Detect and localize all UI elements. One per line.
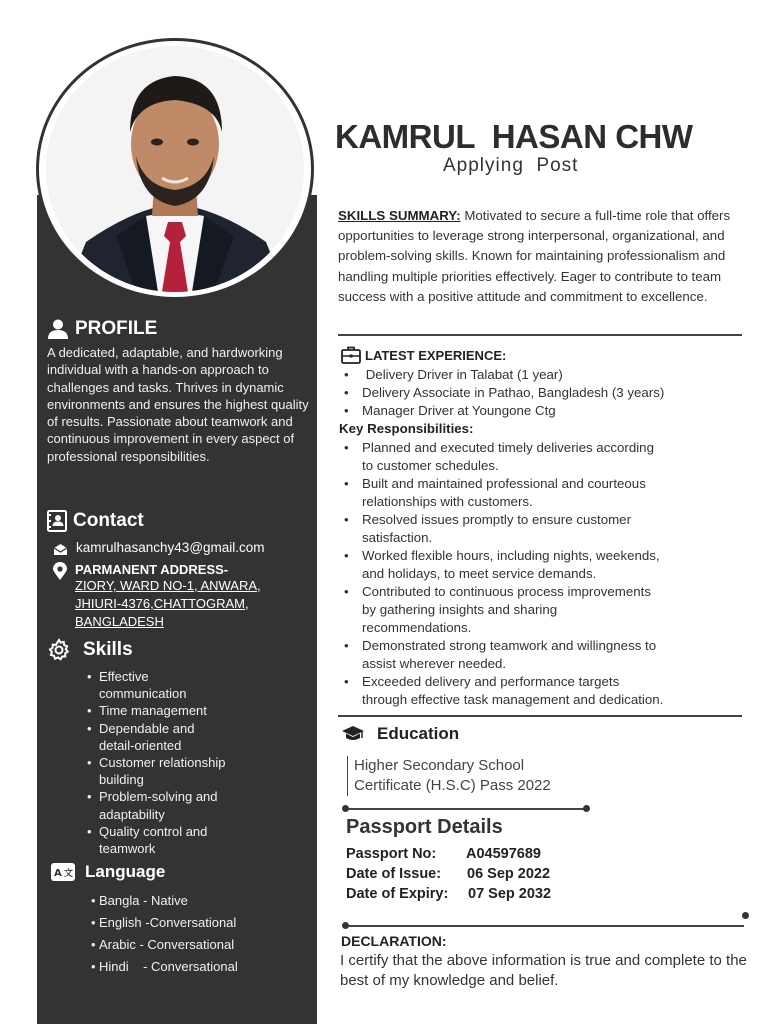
email-link[interactable]: kamrulhasanchy43@gmail.com <box>76 540 265 555</box>
address-line: JHIURI-4376,CHATTOGRAM, <box>75 596 249 611</box>
experience-list <box>338 366 664 420</box>
person-icon <box>47 319 69 339</box>
skills-summary <box>338 206 753 307</box>
list-item: • Built and maintained professional and courteous relationships with customers. <box>338 475 663 511</box>
divider <box>338 715 742 717</box>
svg-text:A: A <box>54 868 62 879</box>
list-item: • Worked flexible hours, including nights, weekends, and holidays, to meet service demands. <box>338 547 663 583</box>
address-label: PARMANENT ADDRESS- <box>75 562 229 577</box>
list-item: • Exceeded delivery and performance targets through effective task management and dedication. <box>338 673 663 709</box>
responsibilities-heading: Key Responsibilities: <box>339 421 474 436</box>
skills-list <box>47 668 225 857</box>
divider-dot <box>742 912 749 919</box>
experience-heading <box>341 346 506 364</box>
education-heading-text: Education <box>377 724 460 743</box>
responsibilities-list <box>338 439 663 709</box>
list-item: • English -Conversational <box>51 912 238 934</box>
email-row <box>53 540 265 556</box>
language-heading <box>51 862 238 882</box>
list-item: • Delivery Driver in Talabat (1 year) <box>338 366 664 384</box>
skills-heading <box>47 638 225 662</box>
education-line: Certificate (H.S.C) Pass 2022 <box>354 777 551 794</box>
passport-label: Passport No: <box>346 846 437 862</box>
gear-icon <box>47 638 71 662</box>
address-lines <box>75 577 261 631</box>
profile-heading <box>47 318 309 340</box>
language-section <box>51 862 238 978</box>
svg-text:文: 文 <box>64 869 74 879</box>
language-list <box>51 890 238 978</box>
divider <box>345 808 587 810</box>
passport-value: 07 Sep 2032 <box>468 886 552 902</box>
list-item: • Resolved issues promptly to ensure customer satisfaction. <box>338 511 663 547</box>
divider-dot <box>342 922 349 929</box>
divider <box>338 334 742 336</box>
location-pin-icon <box>53 562 67 580</box>
list-item: • Customer relationship building <box>47 754 225 788</box>
language-heading-text: Language <box>85 862 166 881</box>
list-item: • Effective communication <box>47 668 225 702</box>
email-icon <box>53 543 68 556</box>
summary-label: SKILLS SUMMARY: <box>338 208 461 223</box>
contact-heading <box>47 510 265 532</box>
list-item: • Demonstrated strong teamwork and willingness to assist wherever needed. <box>338 637 663 673</box>
passport-label: Date of Issue: <box>346 866 442 882</box>
education-heading <box>341 724 459 744</box>
contact-card-icon <box>47 510 67 532</box>
list-item: • Problem-solving and adaptability <box>47 788 225 822</box>
education-entry <box>347 756 551 796</box>
graduation-cap-icon <box>341 725 365 743</box>
skills-section <box>47 638 225 857</box>
summary-text: Motivated to secure a full-time role that offers opportunities to leverage strong interpersonal, organizational, and problem-solving skills. Known for maintaining professionalism and handling multiple priorities effectively. Eager to contribute to team success with a positive attitude and commitment to excellence. <box>338 208 731 304</box>
experience-heading-text: LATEST EXPERIENCE: <box>365 347 507 363</box>
list-item: • Time management <box>47 702 225 719</box>
declaration-text: I certify that the above information is true and complete to the best of my knowledge and belief. <box>340 952 747 989</box>
declaration-heading: DECLARATION: <box>341 933 447 949</box>
list-item: • Bangla - Native <box>51 890 238 912</box>
list-item: • Delivery Associate in Pathao, Bangladesh (3 years) <box>338 384 664 402</box>
address-line: ZIORY, WARD NO-1, ANWARA, <box>75 578 261 593</box>
list-item: • Manager Driver at Youngone Ctg <box>338 402 664 420</box>
briefcase-icon <box>341 346 361 364</box>
list-item: • Planned and executed timely deliveries according to customer schedules. <box>338 439 663 475</box>
passport-label: Date of Expiry: <box>346 886 449 902</box>
skills-heading-text: Skills <box>83 639 133 660</box>
address-row <box>53 562 265 631</box>
list-item: • Contributed to continuous process improvements by gathering insights and sharing recommendations. <box>338 583 663 637</box>
contact-heading-text: Contact <box>73 510 144 531</box>
profile-heading-text: PROFILE <box>75 318 158 339</box>
translate-icon <box>51 863 75 881</box>
list-item: • Dependable and detail-oriented <box>47 720 225 754</box>
list-item: • Arabic - Conversational <box>51 934 238 956</box>
profile-section <box>47 318 309 465</box>
list-item: • Quality control and teamwork <box>47 823 225 857</box>
profile-text: A dedicated, adaptable, and hardworking individual with a hands-on approach to challenges and tasks. Thrives in dynamic environments and ensures the highest quality of results. Passionate about teamwork and continuous improvement in every aspect of professional responsibilities. <box>47 345 309 464</box>
divider-dot <box>583 805 590 812</box>
candidate-name: KAMRUL HASAN CHW <box>335 118 693 155</box>
passport-row <box>346 866 551 882</box>
divider-dot <box>342 805 349 812</box>
divider <box>346 925 744 927</box>
passport-row <box>346 846 541 862</box>
contact-section <box>47 510 265 631</box>
education-line: Higher Secondary School <box>354 757 525 774</box>
passport-row <box>346 886 552 902</box>
applying-post: Applying Post <box>443 155 579 176</box>
profile-photo <box>46 46 304 292</box>
list-item: • Hindi - Conversational <box>51 956 238 978</box>
passport-value: 06 Sep 2022 <box>467 866 551 882</box>
passport-heading: Passport Details <box>346 816 503 838</box>
address-line: BANGLADESH <box>75 614 164 629</box>
passport-value: A04597689 <box>466 846 541 862</box>
